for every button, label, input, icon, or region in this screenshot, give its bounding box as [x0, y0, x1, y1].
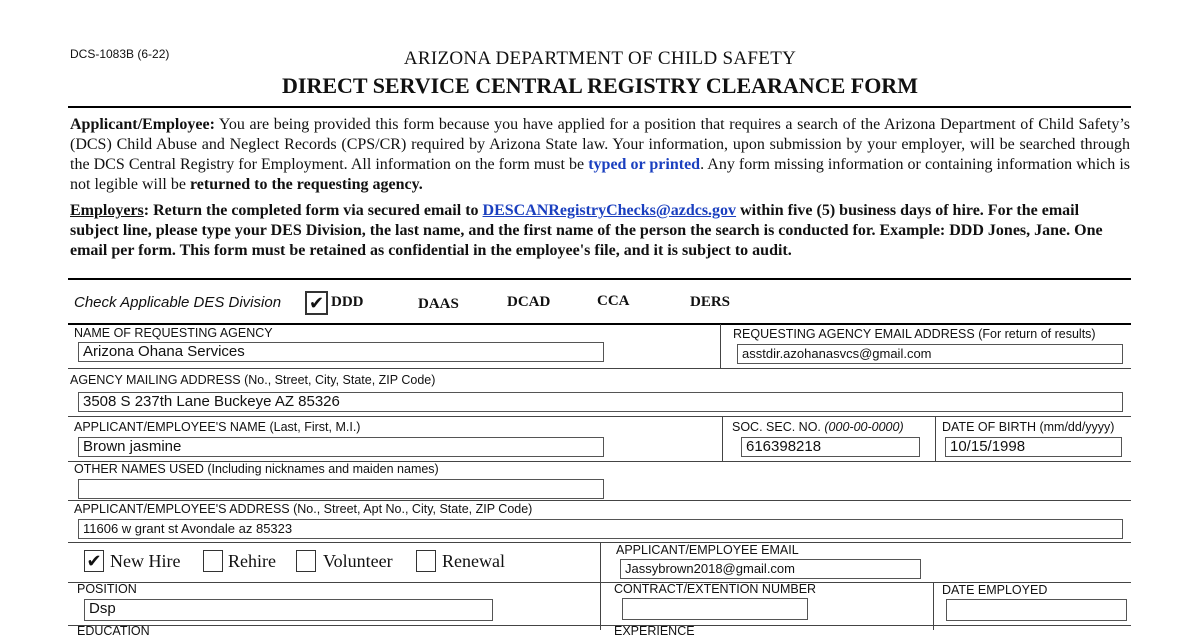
dob-field[interactable]: 10/15/1998	[945, 437, 1122, 457]
date-employed-label: DATE EMPLOYED	[942, 583, 1048, 597]
contract-number-field[interactable]	[622, 598, 808, 620]
ssn-label: SOC. SEC. NO. (000-00-0000)	[732, 420, 904, 434]
contract-number-label: CONTRACT/EXTENTION NUMBER	[614, 582, 817, 596]
dob-label: DATE OF BIRTH (mm/dd/yyyy)	[942, 420, 1115, 434]
division-ders-label: DERS	[690, 294, 731, 310]
applicant-address-label: APPLICANT/EMPLOYEE'S ADDRESS (No., Street, Apt No., City, State, ZIP Code)	[74, 502, 533, 516]
intro-text-1: You are being provided this form because you have applied for a position that requires a search of the Arizona Department of Child Safety’s (DCS) Child Abuse and Neglect Records (CPS/CR) required by Arizona State law. Your information, upon submission by your employer, will be searched through the DCS Central Registry for Employment. All information on the form must be	[70, 116, 1130, 173]
applicant-name-label: APPLICANT/EMPLOYEE'S NAME (Last, First, M.I.)	[74, 420, 361, 434]
form-code: DCS-1083B (6-22)	[70, 47, 170, 61]
renewal-checkbox[interactable]	[416, 550, 436, 572]
row-rule	[68, 416, 1131, 417]
applicant-name-field[interactable]: Brown jasmine	[78, 437, 604, 457]
row-rule	[68, 625, 1131, 626]
experience-label: EXPERIENCE	[614, 624, 695, 638]
other-names-label: OTHER NAMES USED (Including nicknames and maiden names)	[74, 462, 439, 476]
intro-text-2: . Any form missing information or containing information which is not legible will be	[70, 156, 1131, 193]
rehire-label: Rehire	[228, 551, 276, 571]
renewal-label: Renewal	[442, 551, 505, 571]
other-names-field[interactable]	[78, 479, 604, 499]
row-rule	[68, 368, 1131, 369]
position-field[interactable]: Dsp	[84, 599, 493, 621]
date-employed-field[interactable]	[946, 599, 1127, 621]
employers-text-2: within five (5) business days of hire. For the email subject line, please type your DES Division, the last name, and the first name of the person the search is conducted for. Example: DDD Jones, Jane. One email per form. This form must be retained as confidential in the employee's file, and it is subject to audit.	[70, 202, 1103, 259]
applicant-email-label: APPLICANT/EMPLOYEE EMAIL	[616, 543, 799, 557]
new-hire-checkbox[interactable]: ✔	[84, 550, 104, 572]
employers-lead: Employers	[70, 202, 144, 219]
agency-email-label: REQUESTING AGENCY EMAIL ADDRESS (For return of results)	[733, 327, 1096, 341]
rehire-checkbox[interactable]	[203, 550, 223, 572]
volunteer-checkbox[interactable]	[296, 550, 316, 572]
applicant-lead: Applicant/Employee:	[70, 116, 215, 133]
mailing-address-field[interactable]: 3508 S 237th Lane Buckeye AZ 85326	[78, 392, 1123, 412]
divider	[935, 417, 936, 461]
new-hire-label: New Hire	[110, 551, 181, 571]
education-label: EDUCATION	[77, 624, 150, 638]
returned-text: returned to the requesting agency.	[189, 176, 423, 193]
divider	[722, 417, 723, 461]
divider	[933, 583, 934, 630]
position-label: POSITION	[77, 582, 137, 596]
ssn-format: (000-00-0000)	[824, 420, 904, 434]
row-rule	[68, 500, 1131, 501]
agency-name-field[interactable]: Arizona Ohana Services	[78, 342, 604, 362]
employers-text-1: : Return the completed form via secured email to	[143, 202, 483, 219]
divider	[720, 324, 721, 368]
department-name: ARIZONA DEPARTMENT OF CHILD SAFETY	[403, 48, 797, 69]
form-title: DIRECT SERVICE CENTRAL REGISTRY CLEARANCE FORM	[282, 73, 918, 98]
applicant-address-field[interactable]: 11606 w grant st Avondale az 85323	[78, 519, 1123, 539]
agency-name-label: NAME OF REQUESTING AGENCY	[74, 326, 273, 340]
ssn-field[interactable]: 616398218	[741, 437, 920, 457]
section-rule	[68, 278, 1131, 280]
division-ddd-label: DDD	[331, 294, 364, 310]
row-rule	[68, 323, 1131, 325]
employer-instructions	[70, 201, 1130, 261]
division-cca-label: CCA	[597, 293, 630, 309]
registry-email-link[interactable]: DESCANRegistryChecks@azdcs.gov	[482, 202, 737, 219]
division-dcad-label: DCAD	[507, 294, 551, 310]
divider	[600, 543, 601, 630]
division-label: Check Applicable DES Division	[74, 294, 282, 311]
volunteer-label: Volunteer	[323, 551, 393, 571]
mailing-address-label: AGENCY MAILING ADDRESS (No., Street, City, State, ZIP Code)	[70, 373, 436, 387]
division-ddd-checkbox[interactable]: ✔	[305, 291, 328, 315]
applicant-instructions	[70, 115, 1130, 195]
header-rule	[68, 106, 1131, 108]
agency-email-field[interactable]: asstdir.azohanasvcs@gmail.com	[737, 344, 1123, 364]
typed-or-printed: typed or printed	[588, 156, 701, 173]
applicant-email-field[interactable]: Jassybrown2018@gmail.com	[620, 559, 921, 579]
division-daas-label: DAAS	[418, 296, 459, 312]
